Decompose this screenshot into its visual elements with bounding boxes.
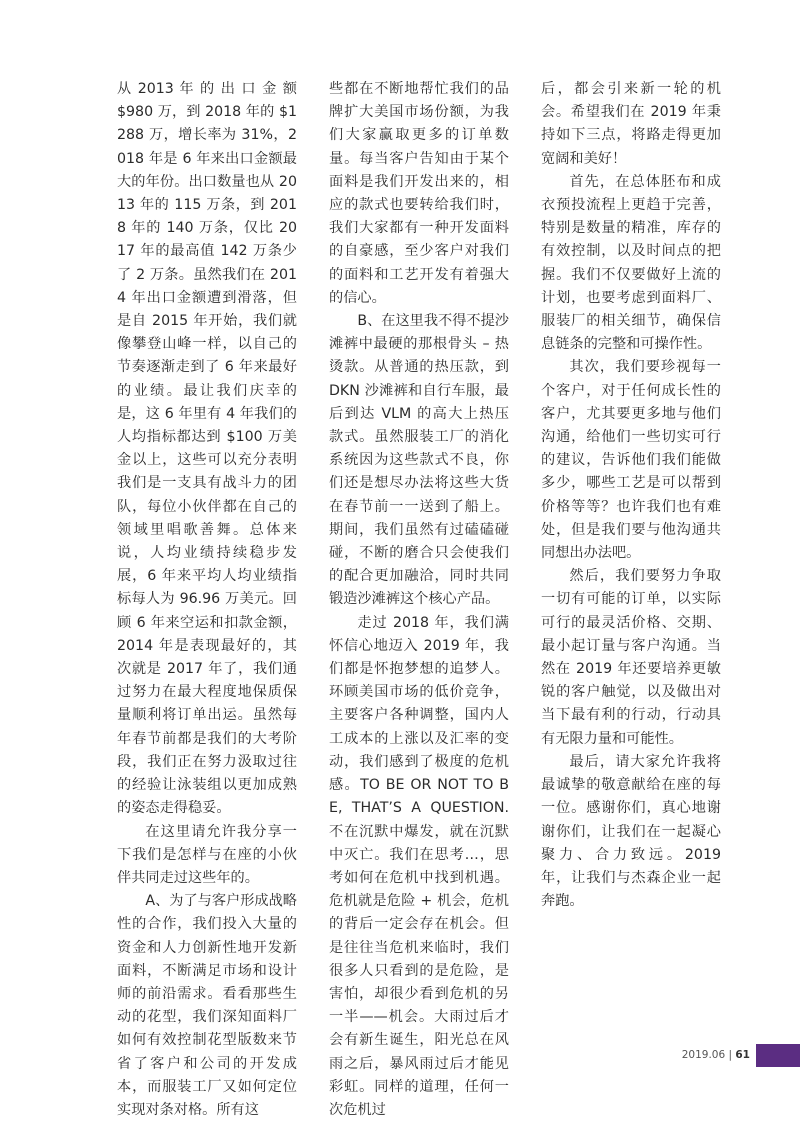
paragraph: B、在这里我不得不提沙滩裤中最硬的那根骨头 – 热烫款。从普通的热压款，到 DKN 沙滩裤和自行车服，最后到达 VLM 的高大上热压款式。虽然服装工厂的消化系统因为这些款式不良，你们还是想尽办法将这些大货在春节前一一送到了船上。期间，我们虽然有过磕磕碰碰，不断的磨合只会使我们的配合更加融洽，同时共同锻造沙滩裤这个核心产品。: [329, 313, 509, 608]
page-number: 61: [735, 1049, 750, 1061]
paragraph: 首先，在总体胚布和成衣预投流程上更趋于完善，特别是数量的精准，库存的有效控制，以及时间点的把握。我们不仅要做好上流的计划，也要考虑到面料厂、服装厂的相关细节，确保信息链条的完整和可操作性。: [541, 173, 721, 353]
article-column-2: [329, 78, 509, 1122]
paragraph: 最后，请大家允许我将最诚挚的敬意献给在座的每一位。感谢你们，真心地谢谢你们，让我们在一起凝心聚力、合力致远。2019 年，让我们与杰森企业一起奔跑。: [541, 753, 721, 910]
paragraph: 走过 2018 年，我们满怀信心地迈入 2019 年，我们都是怀抱梦想的追梦人。环顾美国市场的低价竞争，主要客户各种调整，国内人工成本的上涨以及汇率的变动，我们感到了极度的危机感。TO BE OR NOT TO BE, THAT’S A QUESTION. 不在沉默中爆发，就在沉默中灭亡。我们在思考…，思考如何在危机中找到机遇。危机就是危险 + 机会，危机的背后一定会存在机会。但是往往当危机来临时，我们很多人只看到的是危险，是害怕，却很少看到危机的另一半——机会。大雨过后才会有新生诞生，阳光总在风雨之后，暴风雨过后才能见彩虹。同样的道理，任何一次危机过: [329, 614, 509, 1118]
footer-accent-bar: [756, 1044, 800, 1067]
issue-date: 2019.06: [681, 1049, 726, 1061]
paragraph: 其次，我们要珍视每一个客户，对于任何成长性的客户，尤其要更多地与他们沟通，给他们一些切实可行的建议，告诉他们我们能做多少，哪些工艺是可以帮到价格等等？也许我们也有难处，但是我们要与他沟通共同想出办法吧。: [541, 359, 721, 562]
article-column-3: [541, 78, 721, 913]
page-footer: [682, 1049, 750, 1061]
paragraph: 从 2013 年 的 出 口 金 额 $980 万，到 2018 年的 $1288 万，增长率为 31%，2018 年是 6 年来出口金额最大的年份。出口数量也从 2013 年的 115 万条，到 2018 年的 140 万条，仅比 2017 年的最高值 142 万条少了 2 万条。虽然我们在 2014 年出口金额遭到滑落，但是自 2015 年开始，我们就像攀登山峰一样，以自己的节奏逐渐走到了 6 年来最好的业绩。最让我们庆幸的是，这 6 年里有 4 年我们的人均指标都达到 $100 万美金以上，这些可以充分表明我们是一支具有战斗力的团队，每位小伙伴都在自己的领域里唱歌善舞。总体来说，人均业绩持续稳步发展，6 年来平均人均业绩指标每人为 96.96 万美元。回顾 6 年来空运和扣款金额，2014 年是表现最好的，其次就是 2017 年了，我们通过努力在最大程度地保质保量顺利将订单出运。虽然每年春节前都是我们的大考阶段，我们正在努力汲取过往的经验让泳装组以更加成熟的姿态走得稳妥。: [117, 81, 297, 817]
paragraph: 些都在不断地帮忙我们的品牌扩大美国市场份额，为我们大家赢取更多的订单数量。每当客户告知由于某个面料是我们开发出来的，相应的款式也要转给我们时，我们大家都有一种开发面料的自豪感，至少客户对我们的面料和工艺开发有着强大的信心。: [329, 81, 509, 306]
paragraph: 在这里请允许我分享一下我们是怎样与在座的小伙伴共同走过这些年的。: [117, 823, 297, 886]
paragraph: 后，都会引来新一轮的机会。希望我们在 2019 年秉持如下三点，将路走得更加宽阔和美好！: [541, 81, 721, 167]
paragraph: A、为了与客户形成战略性的合作，我们投入大量的资金和人力创新性地开发新面料，不断满足市场和设计师的前沿需求。看看那些生动的花型，我们深知面料厂如何有效控制花型版数来节省了客户和公司的开发成本，而服装工厂又如何定位实现对条对格。所有这: [117, 893, 297, 1118]
footer-separator: |: [725, 1049, 736, 1061]
paragraph: 然后，我们要努力争取一切有可能的订单，以实际可行的最灵活价格、交期、最小起订量与客户沟通。当然在 2019 年还要培养更敏锐的客户触觉，以及做出对当下最有利的行动，行动具有无限力量和可能性。: [541, 568, 721, 747]
article-column-1: [117, 78, 297, 1122]
